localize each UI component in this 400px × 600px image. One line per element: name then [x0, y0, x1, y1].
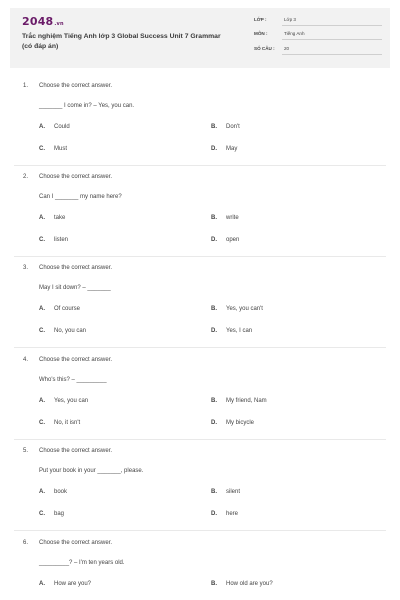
option-a[interactable]: A. book: [39, 489, 68, 495]
meta-value: Tiếng Anh: [284, 31, 305, 36]
option-d[interactable]: D. My bicycle: [211, 420, 255, 426]
option-d[interactable]: D. Yes, I can: [211, 328, 253, 334]
question-stem: Put your book in your _______, please.: [39, 468, 144, 474]
meta-label: LỚP :: [254, 17, 267, 22]
meta-label: MÔN :: [254, 31, 268, 36]
question-prompt: Choose the correct answer.: [39, 448, 113, 454]
question-prompt: Choose the correct answer.: [39, 265, 113, 271]
logo-sub: .vn: [54, 21, 64, 27]
option-c[interactable]: C. listen: [39, 237, 69, 243]
question-number: 3.: [23, 265, 29, 271]
question-number: 4.: [23, 357, 29, 363]
question-stem: Who's this? – _________: [39, 377, 107, 383]
meta-label: SỐ CÂU :: [254, 46, 275, 51]
question-1: [0, 83, 400, 173]
option-c[interactable]: C. bag: [39, 511, 65, 517]
option-c[interactable]: C. No, it isn't: [39, 420, 81, 426]
option-b[interactable]: B. write: [211, 215, 239, 221]
logo-main: 2048: [22, 15, 54, 28]
option-b[interactable]: B. How old are you?: [211, 581, 273, 587]
question-prompt: Choose the correct answer.: [39, 357, 113, 363]
question-stem: _________? – I'm ten years old.: [39, 560, 125, 566]
option-a[interactable]: A. Of course: [39, 306, 81, 312]
question-6: [0, 540, 400, 600]
quiz-title: Trắc nghiệm Tiếng Anh lớp 3 Global Success Unit 7 Grammar (có đáp án): [22, 33, 221, 50]
option-b[interactable]: B. My friend, Nam: [211, 398, 267, 404]
question-stem: May I sit down? – _______: [39, 285, 111, 291]
option-d[interactable]: D. here: [211, 511, 239, 517]
option-b[interactable]: B. Yes, you can't: [211, 306, 263, 312]
question-number: 2.: [23, 174, 29, 180]
option-c[interactable]: C. No, you can: [39, 328, 87, 334]
option-b[interactable]: B. Don't: [211, 124, 240, 130]
question-divider: [14, 256, 386, 257]
question-divider: [14, 165, 386, 166]
option-d[interactable]: D. open: [211, 237, 240, 243]
question-number: 5.: [23, 448, 29, 454]
question-number: 1.: [23, 83, 29, 89]
option-a[interactable]: A. How are you?: [39, 581, 92, 587]
meta-value: 20: [284, 46, 290, 51]
question-prompt: Choose the correct answer.: [39, 174, 113, 180]
question-5: [0, 448, 400, 538]
question-divider: [14, 530, 386, 531]
question-stem: Can I _______ my name here?: [39, 194, 122, 200]
option-c[interactable]: C. Must: [39, 146, 68, 152]
question-divider: [14, 439, 386, 440]
option-a[interactable]: A. Yes, you can: [39, 398, 89, 404]
question-divider: [14, 347, 386, 348]
option-a[interactable]: A. Could: [39, 124, 70, 130]
option-a[interactable]: A. take: [39, 215, 66, 221]
question-3: [0, 265, 400, 355]
question-prompt: Choose the correct answer.: [39, 83, 113, 89]
question-stem: _______ I come in? – Yes, you can.: [39, 103, 135, 109]
question-prompt: Choose the correct answer.: [39, 540, 113, 546]
option-b[interactable]: B. silent: [211, 489, 241, 495]
question-2: [0, 174, 400, 264]
option-d[interactable]: D. May: [211, 146, 238, 152]
meta-value: Lớp 3: [284, 17, 296, 22]
question-4: [0, 357, 400, 447]
question-number: 6.: [23, 540, 29, 546]
